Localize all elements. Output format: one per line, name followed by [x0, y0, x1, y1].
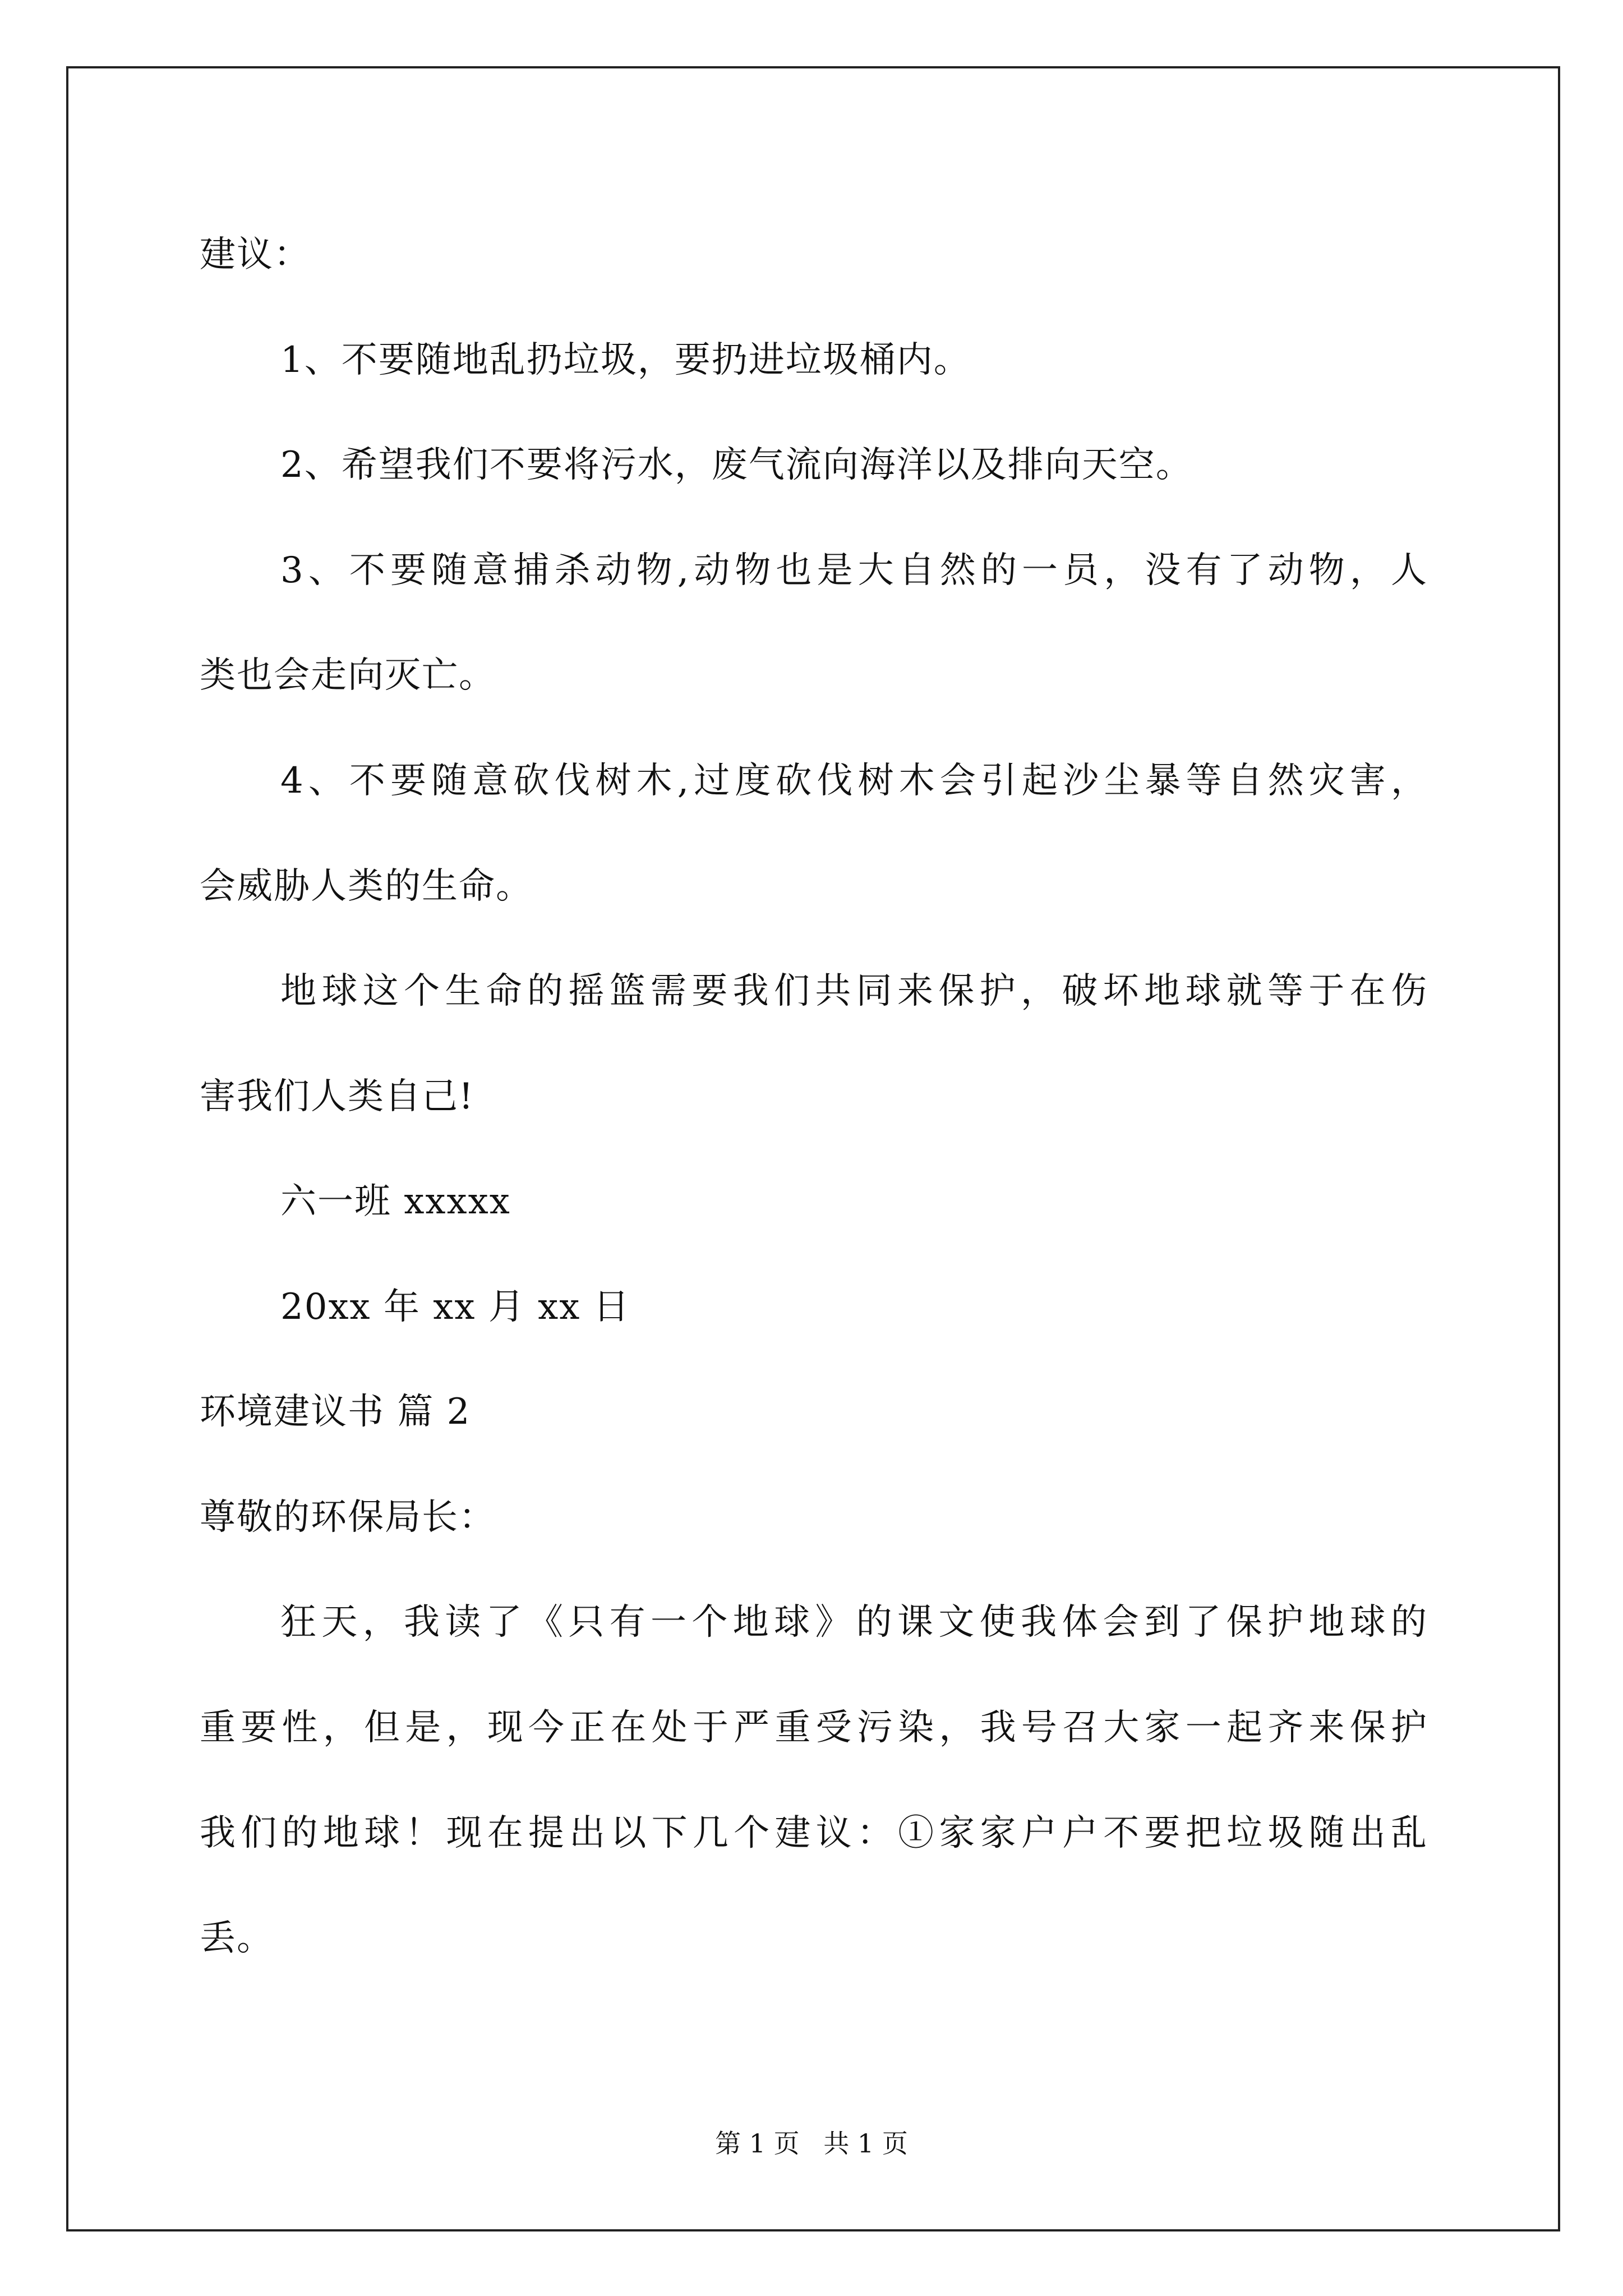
page-border [66, 66, 1560, 2231]
text-line-suggestion-heading: 建议： [200, 234, 311, 275]
text-line-salutation: 尊敬的环保局长： [200, 1497, 496, 1538]
text-line-item-4: 4、不要随意砍伐树木,过度砍伐树木会引起沙尘暴等自然灾害， [280, 760, 1428, 802]
text-line-item-3-cont: 类也会走向灭亡。 [200, 655, 496, 696]
text-line-signature: 六一班 xxxxx [280, 1181, 511, 1222]
text-line-item-2: 2、希望我们不要将污水，废气流向海洋以及排向天空。 [280, 444, 1193, 486]
text-line-date: 20xx 年 xx 月 xx 日 [280, 1286, 630, 1328]
page-footer [0, 2128, 1623, 2159]
text-line-conclusion: 地球这个生命的摇篮需要我们共同来保护，破坏地球就等于在伤 [280, 970, 1428, 1012]
text-line-body-3: 我们的地球！现在提出以下几个建议：①家家户户不要把垃圾随出乱 [200, 1812, 1428, 1854]
section-title: 环境建议书 篇 2 [200, 1391, 471, 1433]
text-line-item-1: 1、不要随地乱扔垃圾，要扔进垃圾桶内。 [280, 339, 971, 381]
text-line-conclusion-cont: 害我们人类自己! [200, 1076, 474, 1117]
text-line-body-4: 丢。 [200, 1917, 274, 1959]
text-line-body-2: 重要性，但是，现今正在处于严重受污染，我号召大家一起齐来保护 [200, 1707, 1428, 1749]
text-line-body-1: 狂天，我读了《只有一个地球》的课文使我体会到了保护地球的 [280, 1602, 1428, 1643]
text-line-item-3: 3、不要随意捕杀动物,动物也是大自然的一员，没有了动物，人 [280, 550, 1428, 591]
page-number: 第 1 页 [715, 2128, 800, 2159]
text-line-item-4-cont: 会威胁人类的生命。 [200, 866, 533, 907]
page-total: 共 1 页 [823, 2128, 908, 2159]
